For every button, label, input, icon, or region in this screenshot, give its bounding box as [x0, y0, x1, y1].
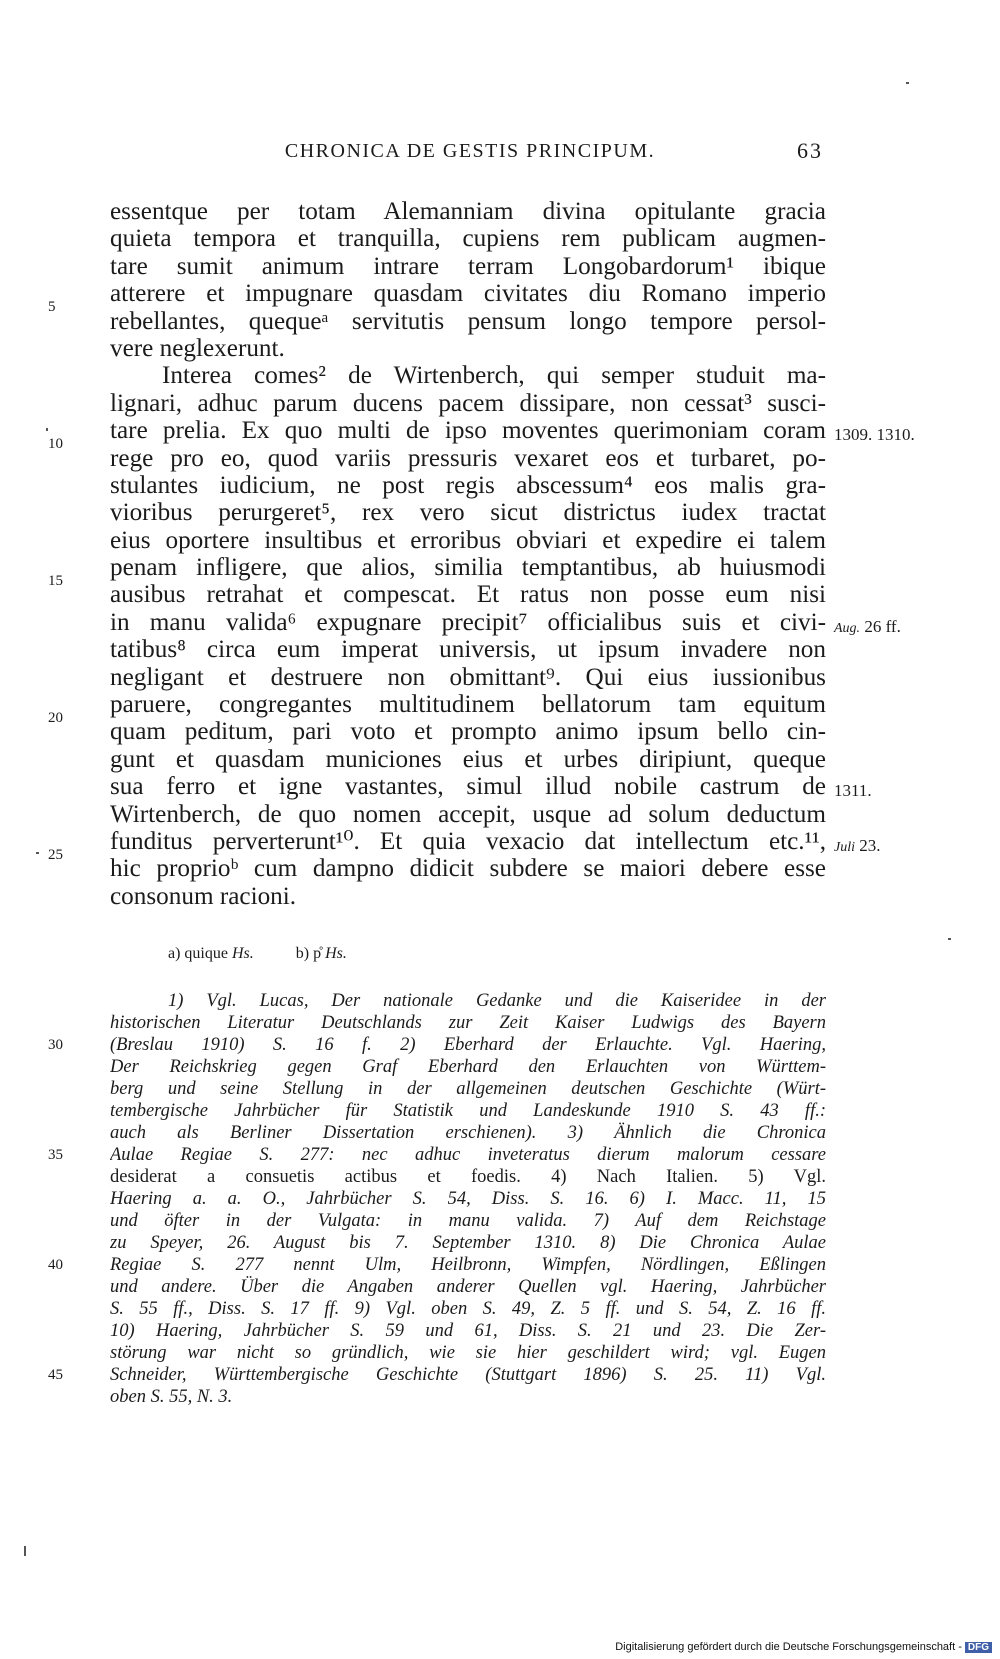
line-number: 35	[48, 1147, 63, 1163]
text-line: tare sumit animum intrare terram Longobardorum¹ ibique	[110, 252, 826, 280]
margin-date: 1311.	[834, 781, 872, 800]
footnote-line: S. 55 ff., Diss. S. 17 ff. 9) Vgl. oben S. 49, Z. 5 ff. und S. 54, Z. 16 ff.	[110, 1299, 826, 1319]
footnote-line: 10) Haering, Jahrbücher S. 59 und 61, Diss. S. 21 und 23. Die Zer-	[110, 1321, 826, 1341]
text-line: lignari, adhuc parum ducens pacem dissipare, non cessat³ susci-	[110, 389, 826, 417]
variant-b: b) p̊	[295, 945, 322, 962]
footnote-line: zu Speyer, 26. August bis 7. September 1310. 8) Die Chronica Aulae	[110, 1233, 826, 1253]
text-line: rege pro eo, quod variis pressuris vexaret eos et turbaret, po-	[110, 444, 826, 472]
line-number: 45	[48, 1367, 63, 1383]
text-line: consonum racioni.	[110, 882, 297, 910]
margin-date-month: Juli	[834, 840, 855, 855]
text-line: Wirtenberch, de quo nomen accepit, usque ad solum deductum	[110, 800, 826, 828]
footnote-line: auch als Berliner Dissertation erschienen). 3) Ähnlich die Chronica	[110, 1123, 826, 1143]
footnote-line: tembergische Jahrbücher für Statistik und Landeskunde 1910 S. 43 ff.:	[110, 1101, 826, 1121]
text-line: eius oportere insultibus et erroribus obviari et expedire ei talem	[110, 526, 826, 554]
footnote-line: 1) Vgl. Lucas, Der nationale Gedanke und die Kaiseridee in der	[168, 991, 826, 1011]
text-line: negligant et destruere non obmittant⁹. Qui eius iussionibus	[110, 663, 826, 691]
text-line: in manu valida⁶ expugnare precipit⁷ officialibus suis et civi-	[110, 608, 826, 636]
text-line: quieta tempora et tranquilla, cupiens rem publicam augmen-	[110, 225, 826, 253]
text-line: atterere et impugnare quasdam civitates diu Romano imperio	[110, 280, 826, 308]
text-line: sua ferro et igne vastantes, simul illud nobile castrum de	[110, 773, 826, 801]
credit-text: Digitalisierung gefördert durch die Deutsche Forschungsgemeinschaft -	[615, 1641, 962, 1653]
text-line: funditus perverterunt¹⁰. Et quia vexacio dat intellectum etc.¹¹,	[110, 827, 826, 855]
text-line: vere neglexerunt.	[110, 334, 285, 362]
main-text	[110, 198, 826, 910]
text-line: quam peditum, pari voto et prompto animo ipsum bello cin-	[110, 718, 826, 746]
text-line: essentque per totam Alemanniam divina opitulante gracia	[110, 198, 826, 225]
footnote-line: Haering a. a. O., Jahrbücher S. 54, Diss. S. 16. 6) I. Macc. 11, 15	[110, 1189, 826, 1209]
line-number: 40	[48, 1257, 63, 1273]
footnote-line: Regiae S. 277 nennt Ulm, Heilbronn, Wimpfen, Nördlingen, Eßlingen	[110, 1255, 826, 1275]
scan-speck	[948, 938, 951, 940]
footnote-line: Schneider, Württembergische Geschichte (Stuttgart 1896) S. 25. 11) Vgl.	[110, 1365, 826, 1385]
text-line: rebellantes, quequeᵃ servitutis pensum longo tempore persol-	[110, 307, 826, 335]
footnote-line: Der Reichskrieg gegen Graf Eberhard den Erlauchten von Württem-	[110, 1057, 826, 1077]
variant-a: a) quique	[168, 945, 228, 962]
footnote-line: und öfter in der Vulgata: in manu valida. 7) Auf dem Reichstage	[110, 1211, 826, 1231]
footnote-line: berg und seine Stellung in der allgemeinen deutschen Geschichte (Würt-	[110, 1079, 826, 1099]
line-number: 15	[48, 573, 63, 589]
text-line: paruere, congregantes multitudinem bellatorum tam equitum	[110, 691, 826, 719]
text-line: tatibus⁸ circa eum imperat universis, ut ipsum invadere non	[110, 636, 826, 664]
footnote-line: historischen Literatur Deutschlands zur Zeit Kaiser Ludwigs des Bayern	[110, 1013, 826, 1033]
line-number: 10	[48, 436, 63, 452]
line-number: 20	[48, 710, 63, 726]
margin-date	[834, 836, 881, 856]
footnote-line: Aulae Regiae S. 277: nec adhuc inveteratus dierum malorum cessare	[110, 1145, 826, 1165]
digitization-credit	[615, 1641, 992, 1653]
variant-notes	[168, 945, 347, 963]
text-line: tare prelia. Ex quo multi de ipso moventes querimoniam coram	[110, 417, 826, 445]
footnote-line: (Breslau 1910) S. 16 f. 2) Eberhard der Erlauchte. Vgl. Haering,	[110, 1035, 826, 1055]
line-number: 25	[48, 847, 63, 863]
margin-date	[834, 617, 901, 637]
line-number: 5	[48, 299, 56, 315]
scan-speck	[24, 1546, 26, 1556]
text-line: Interea comes² de Wirtenberch, qui semper studuit ma-	[162, 362, 826, 390]
margin-date-month: Aug.	[834, 621, 861, 636]
footnote-line: oben S. 55, N. 3.	[110, 1387, 233, 1407]
dfg-logo: DFG	[965, 1642, 992, 1653]
text-line: hic proprioᵇ cum dampno didicit subdere se maiori debere esse	[110, 855, 826, 883]
footnote-line: störung war nicht so gründlich, wie sie hier geschildert wird; vgl. Eugen	[110, 1343, 826, 1363]
line-number: 30	[48, 1037, 63, 1053]
footnotes	[110, 990, 826, 1408]
variant-a-source: Hs.	[231, 945, 254, 962]
scan-speck	[36, 852, 39, 854]
text-line: stulantes iudicium, ne post regis abscessum⁴ eos malis gra-	[110, 471, 826, 499]
margin-date: 1309. 1310.	[834, 425, 915, 444]
scan-speck	[46, 428, 48, 431]
text-line: ausibus retrahat et compescat. Et ratus non posse eum nisi	[110, 581, 826, 609]
page-number: 63	[797, 138, 823, 163]
margin-date-day: 26 ff.	[864, 617, 901, 636]
text-line: penam infligere, que alios, similia temptantibus, ab huiusmodi	[110, 554, 826, 582]
text-line: gunt et quasdam municiones eius et urbes diripiunt, queque	[110, 745, 826, 773]
footnote-line: desiderat a consuetis actibus et foedis. 4) Nach Italien. 5) Vgl.	[110, 1167, 826, 1187]
running-head: CHRONICA DE GESTIS PRINCIPUM.	[284, 140, 656, 162]
variant-b-source: Hs.	[325, 945, 347, 962]
scan-speck	[906, 82, 909, 84]
footnote-line: und andere. Über die Angaben anderer Quellen vgl. Haering, Jahrbücher	[110, 1277, 826, 1297]
text-line: vioribus perurgeret⁵, rex vero sicut districtus iudex tractat	[110, 499, 826, 527]
margin-date-day: 23.	[859, 836, 881, 855]
